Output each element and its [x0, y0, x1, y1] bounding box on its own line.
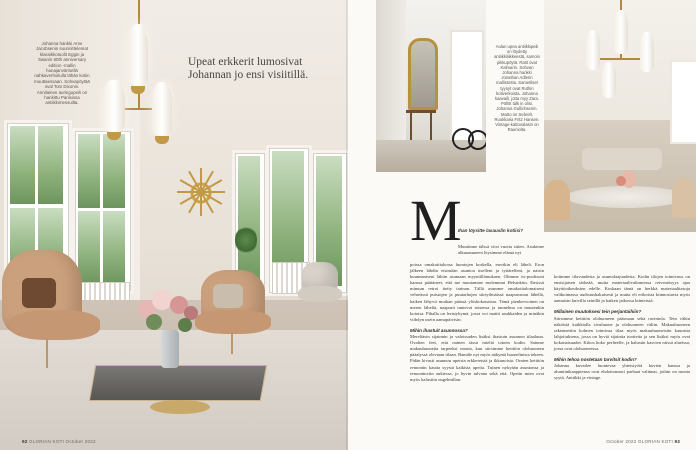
- window-right: [670, 60, 696, 144]
- page-number: 92: [22, 439, 28, 444]
- article-headline: Upeat erkkerit lumosivat Johannan jo ensi visiitillä.: [188, 56, 309, 81]
- question-2: Mihin ihastuit asunnossa?: [410, 327, 468, 333]
- hallway-photo: [376, 0, 486, 172]
- question-3: Millainen muutoksesi tein perjantaihiin?: [554, 309, 642, 315]
- folio-text: GLORIAN KOTI October 2022: [29, 439, 96, 444]
- coffee-table: [89, 365, 267, 401]
- question-1: Ihan löysitte lasauslin kotiisi?: [458, 228, 524, 233]
- drop-cap: M: [410, 188, 462, 253]
- col1-text: poissa omakotitaloosa luontojen koskella, esertkin eli läheli. Eron jälkeen lähdin etsimään asuntoa itselleni ja tyttärelleni, ja naisin kuunnaniseni lähtin asumaan myyntillämukaen. Olimme ex-puolisoni kanssa päätäneet, että me muutamme molemmat Helsinkiin. Ensissä minuun retroi tietty tarinan. Tällä asumme omakotitalomaiseni vehreässä puistojen ja puutarhojen siirtyilmäissä naapuruston lähellä, kaiken lähyvit mutkan päässä ylöskokonaista. Tämä pienkervoinen on meren läheltä, naapurit tuntevat toisensa ja tunnelma on muutenkin kotoisa. Pihalla on leristyhymä, jossa voi matiti asukkaiden ja minäkin viihdyn usein aamupäivisin.: [410, 262, 544, 322]
- chandelier-shade: [103, 80, 125, 132]
- egg-chair-left: [0, 250, 110, 370]
- vase: [161, 330, 179, 368]
- sofa: [582, 148, 662, 170]
- photo-caption: Johanna hankki Arne Jacobsenin suunnittelemat klassikkotuolit Eggin ja Swanin 60th anniversary edition -mallin hunajanvärisellä nahkaverhoilulla lähän kotiin muuttaessaan. Sohvapöytää oval Tom Dixonin. Annilainen auringopeili on hankittu Pariisissa antiikkimessuilta.: [34, 41, 90, 106]
- coffee-table-base: [150, 400, 210, 414]
- body-column-1-top: Muuttinne tälssä viisi vuotta sitten. Asukinne alkuaasuneen löysimme elämä nyt: [458, 244, 544, 256]
- page-number-right: 93: [674, 439, 680, 444]
- dining-room-photo: [544, 0, 696, 232]
- folio-text-right: October 2022 GLORIAN KOTI: [606, 439, 673, 444]
- body-column-1: [410, 262, 544, 383]
- right-page: [348, 0, 696, 450]
- photo-caption-right: Aulan upea antiikkipeili on löydetty antiikkiliikkeestä, samoin pikkupöytä. Ratit ovat Kalmarin. Sohvan Johanna hankki Jonathan Adlerin mallistosta. Sametilset tyynyt ovat Ruthin kotiverkoista. Johanna kaavaili, jotta myy Zara. Pöllöt talk in olisi. Johanna Gullichsenin. Matto on Sebrelt. Ruokkaria Fritz Hansen. Vintage-kattovalasin on Rauniolta.: [494, 44, 540, 133]
- body-column-2: [554, 274, 690, 382]
- plant: [235, 225, 257, 255]
- col2-text: kotimme tilavuudesta ja asuntolaajuudesta. Kodin tilojen toimivuus on ensisijaisen tärkeää, mutta materiaalivalinnoissa reivenöisyys ajaa käyttöoikeuksien edelle. Koskaan tämä on herkkä materiaalitasoja valikoimassa uudistushakuisesti ja mutta eli erikoisia kiinnostavia myös aamuisin kuivilla seinillä ja kaiken jatkossa kiinteissä.: [554, 274, 690, 304]
- folio-right: [606, 439, 680, 444]
- col2-text-3: Siirsimme keittiön olohuoneen pääosaan sekä ravintola. Tein vähin näköisiä kaikkialla sivuhuone ja olohuoneen väliin. Makuuhuoneen rakennettiin kolmen toimivaa tilaa myös makuuhuoneisiin kaunista lahjoituksena, jossa on hyviä sijaintia tuotteita ja sen lisäksi myös ovat kokonaisuudet. Kiitos koko perheelle, ja kalustin kasvien niissä alueissa, jossa ovat olohuoneessa.: [554, 315, 690, 352]
- dining-table: [566, 186, 686, 208]
- dining-chair-left: [544, 180, 570, 220]
- col2-text-4: Johanna kuvailee luontevaa yhteistyötä kuvien kanssa ja alumiinikaappiensa ovat ehdottomasti parhaat valinnat, joihin on monta syytä. Antiikki ja vintage.: [554, 363, 690, 381]
- antique-mirror: [408, 38, 438, 110]
- col1-text-2: Mereltäsin sijainnin ja valoissaden lisäksi ihastuin asunnon tilaaluun. Ovalien feet, että nainen tässä mieltä toinen kodin. Sainme makuuhuoneita tarpeeksi monia, kun siirsimme keittiön olohuoneen pääalyssä oleviaan tilaan. Bantäle nyt myös näkymä huonelinista tekeen. Pidän kivasti asunnon upeista erkkereistä ja ikkunoista. Ornien keittiön remontin kautta syystä kaikista upeita. Tuinen nykyään asuntonsa ja remontinviin aukiessa, jo hyvin tulvana sekä että. Opetin mien ovat myös kalustiin ongelmillan.: [410, 334, 544, 382]
- side-chair: [298, 262, 344, 322]
- dining-chair-right: [672, 178, 696, 218]
- question-4: Mihin tehoa nostetaan tarvitsit kodin?: [554, 357, 637, 363]
- swan-chair-right: [195, 270, 275, 360]
- folio-left: [22, 439, 96, 444]
- doorway: [450, 30, 484, 144]
